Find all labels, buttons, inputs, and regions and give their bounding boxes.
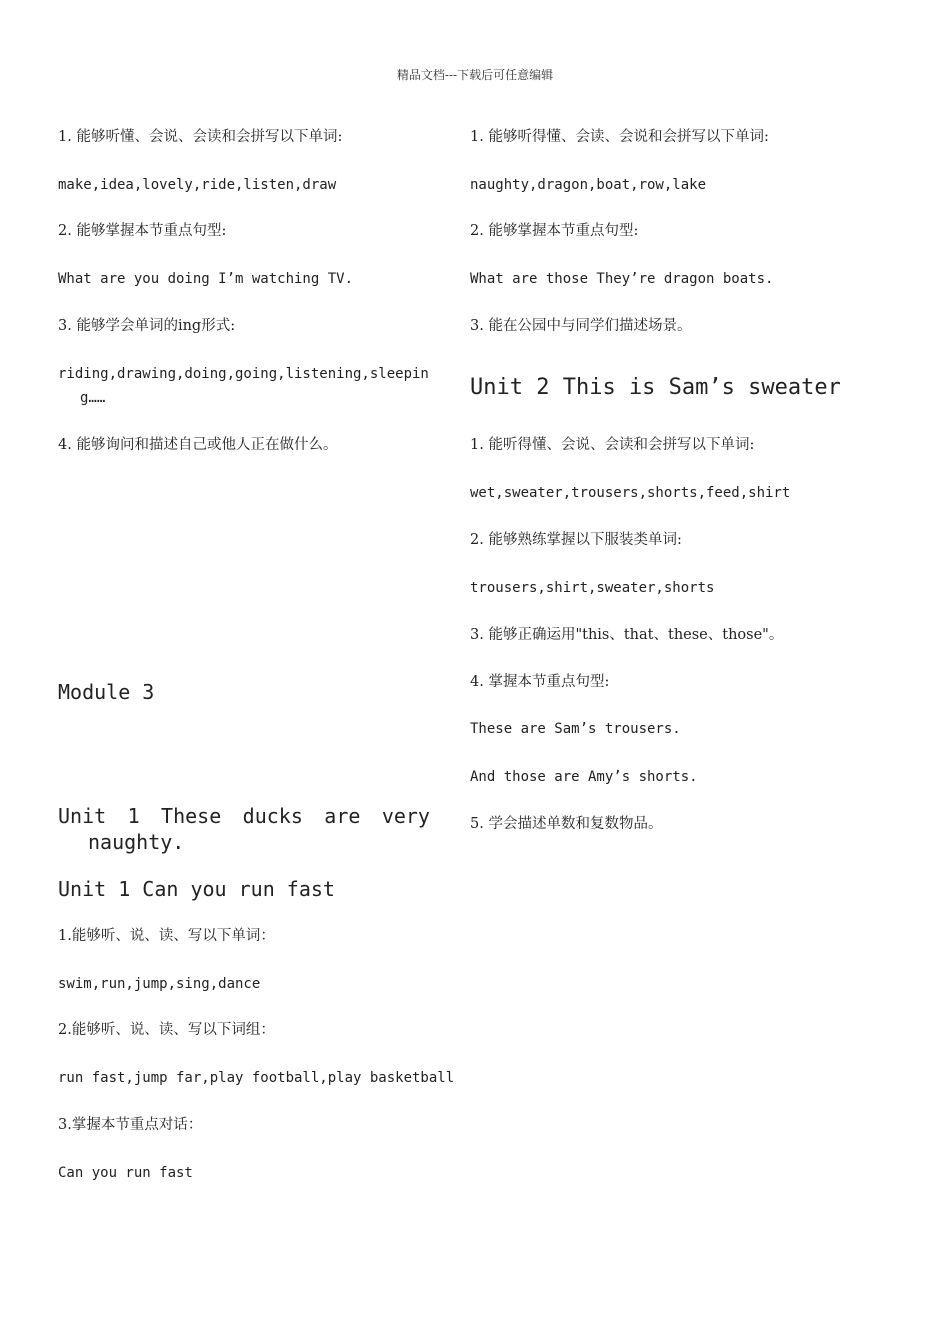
word-list: swim,run,jump,sing,dance — [58, 976, 261, 992]
module-title: Module 3 — [58, 680, 155, 704]
unit-2-title: Unit 2 This is Sam’s sweater — [470, 375, 841, 400]
objective-4: 4. 能够询问和描述自己或他人正在做什么。 — [58, 437, 338, 453]
objective-3: 3. 能够学会单词的ing形式: — [58, 318, 236, 334]
objective-2: 2. 能够掌握本节重点句型: — [58, 223, 227, 239]
word-list: wet,sweater,trousers,shorts,feed,shirt — [470, 485, 791, 501]
unit-1-title-word: These — [161, 804, 222, 828]
objective-1: 1.能够听、说、读、写以下单词： — [58, 928, 275, 944]
word-list: naughty,dragon,boat,row,lake — [470, 177, 707, 193]
objective-1: 1. 能听得懂、会说、会读和会拼写以下单词: — [470, 437, 755, 453]
phrase-list: run fast,jump far,play football,play basketball — [58, 1070, 455, 1086]
objective-3: 3. 能够正确运用"this、that、these、those"。 — [470, 627, 784, 643]
unit-1-title-word: very — [381, 804, 430, 828]
page-header: 精品文档---下载后可任意编辑 — [396, 68, 554, 82]
objective-5: 5. 学会描述单数和复数物品。 — [470, 816, 663, 832]
ing-forms-line-2: g…… — [80, 390, 106, 406]
objective-1: 1. 能够听懂、会说、会读和会拼写以下单词: — [58, 129, 343, 145]
objective-2: 2. 能够掌握本节重点句型: — [470, 223, 639, 239]
unit-1-title-word: 1 — [127, 804, 140, 828]
key-sentence: What are those They’re dragon boats. — [470, 271, 774, 287]
objective-1: 1. 能够听得懂、会读、会说和会拼写以下单词: — [470, 129, 769, 145]
unit-1-title — [58, 803, 430, 829]
unit-1-title-word: ducks — [242, 804, 303, 828]
unit-1-title-word: Unit — [58, 804, 107, 828]
ing-forms-line-1: riding,drawing,doing,going,listening,sleepin — [58, 366, 429, 382]
objective-4: 4. 掌握本节重点句型: — [470, 674, 610, 690]
key-dialogue: Can you run fast — [58, 1165, 193, 1181]
unit-1-can-you-run-title: Unit 1 Can you run fast — [58, 877, 335, 901]
key-sentence-2: And those are Amy’s shorts. — [470, 769, 698, 785]
objective-2: 2.能够听、说、读、写以下词组： — [58, 1022, 275, 1038]
objective-3: 3. 能在公园中与同学们描述场景。 — [470, 318, 692, 334]
objective-2: 2. 能够熟练掌握以下服装类单词: — [470, 532, 682, 548]
key-sentence-1: These are Sam’s trousers. — [470, 721, 681, 737]
word-list: make,idea,lovely,ride,listen,draw — [58, 177, 337, 193]
objective-3: 3.掌握本节重点对话： — [58, 1117, 203, 1133]
unit-1-title-cont: naughty. — [88, 830, 185, 854]
key-sentence: What are you doing I’m watching TV. — [58, 271, 354, 287]
clothing-word-list: trousers,shirt,sweater,shorts — [470, 580, 715, 596]
unit-1-title-word: are — [324, 804, 361, 828]
